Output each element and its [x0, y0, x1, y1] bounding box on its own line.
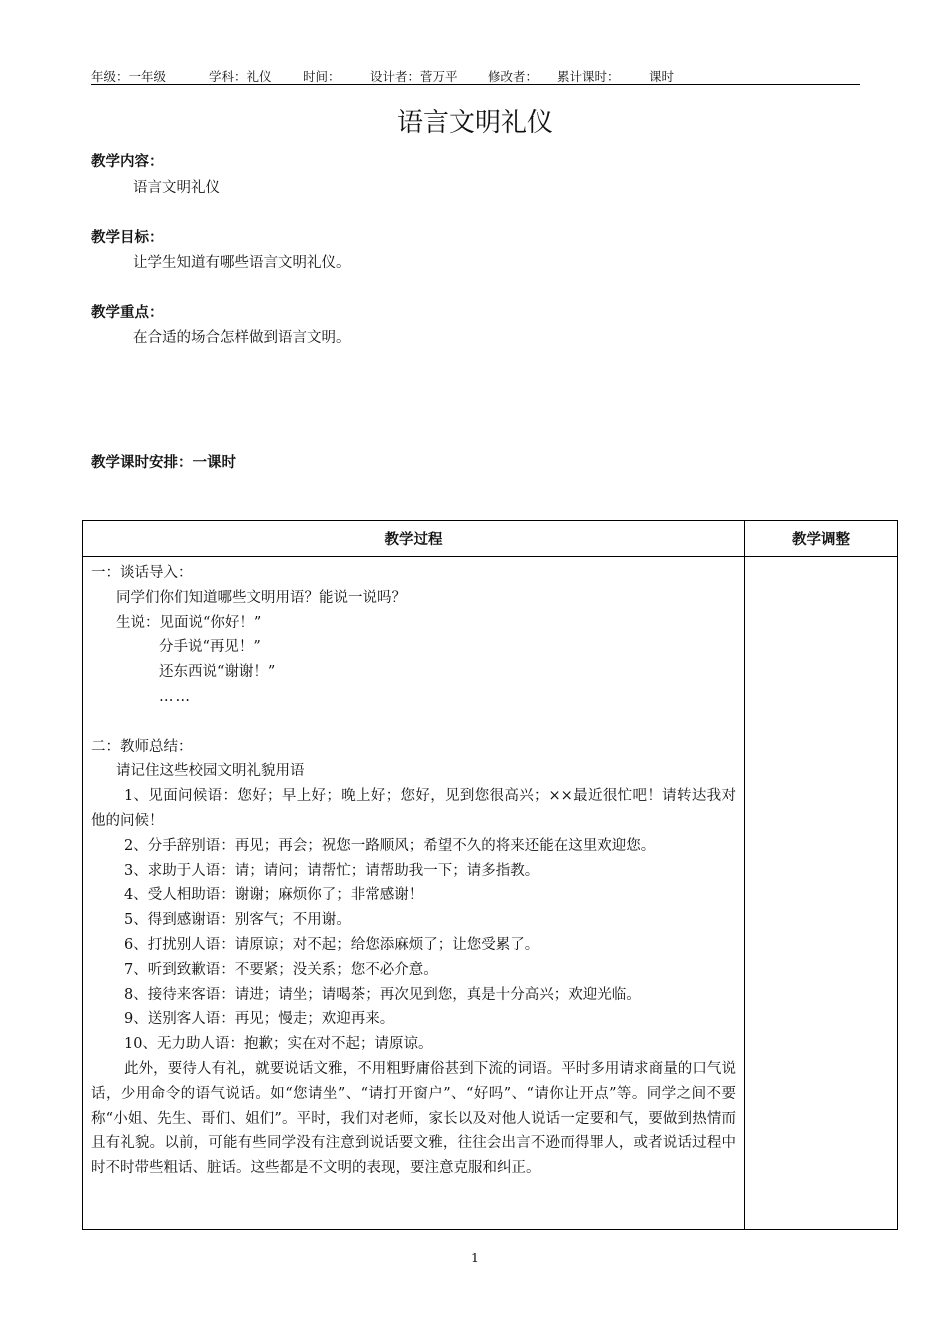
- part1-question: 同学们你们知道哪些文明用语？能说一说吗？: [116, 589, 406, 606]
- header-subject: 学科：礼仪: [209, 69, 272, 84]
- schedule-label: 教学课时安排：一课时: [91, 455, 236, 471]
- phrase-item: 10、无力助人语：抱歉；实在对不起；请原谅。: [124, 1036, 433, 1053]
- header-total-hours: 累计课时：: [557, 69, 620, 84]
- header-modifier: 修改者：: [488, 69, 539, 84]
- header-time: 时间：: [303, 69, 341, 84]
- teaching-process-table: [82, 520, 898, 1230]
- goal-label: 教学目标：: [91, 230, 164, 246]
- content-text: 语言文明礼仪: [133, 180, 220, 196]
- key-point-text: 在合适的场合怎样做到语言文明。: [133, 330, 351, 346]
- part2-heading: 二：教师总结：: [91, 738, 193, 755]
- header-grade: 年级：一年级: [91, 69, 167, 84]
- part1-ellipsis: ……: [159, 688, 192, 705]
- spacer: [91, 710, 736, 735]
- process-cell: [83, 557, 745, 1230]
- document-title: 语言文明礼仪: [396, 108, 553, 138]
- page-header: [91, 64, 860, 85]
- phrase-item: 7、听到致歉语：不要紧；没关系；您不必介意。: [124, 961, 438, 978]
- phrase-item: 6、打扰别人语：请原谅；对不起；给您添麻烦了；让您受累了。: [124, 936, 540, 953]
- header-unit: 课时: [649, 69, 675, 84]
- phrase-item: 2、分手辞别语：再见；再会；祝您一路顺风；希望不久的将来还能在这里欢迎您。: [124, 837, 656, 854]
- closing-paragraph: 此外，要待人有礼，就要说话文雅，不用粗野庸俗甚到下流的词语。平时多用请求商量的口气说话，少用命令的语气说话。如“您请坐”、“请打开窗户”、“好吗”、“请你让开点”等。同学之间不要称“小姐、先生、哥们、姐们”。平时，我们对老师，家长以及对他人说话一定要和气，要做到热情而且有礼貌。以前，可能有些同学没有注意到说话要文雅，往往会出言不逊而得罪人，或者说话过程中时不时带些粗话、脏话。这些都是不文明的表现，要注意克服和纠正。: [91, 1060, 736, 1177]
- header-designer: 设计者：菅万平: [370, 69, 458, 84]
- part2-intro: 请记住这些校园文明礼貌用语: [116, 763, 305, 780]
- part1-student-line: 还东西说“谢谢！”: [159, 664, 276, 681]
- phrase-item: 5、得到感谢语：别客气；不用谢。: [124, 912, 351, 929]
- part1-heading: 一：谈话导入：: [91, 565, 193, 581]
- process-column-header: 教学过程: [83, 521, 745, 557]
- part1-student-line: 分手说“再见！”: [159, 639, 261, 656]
- phrase-item: 3、求助于人语：请；请问；请帮忙；请帮助我一下；请多指教。: [124, 862, 540, 879]
- page-number: 1: [471, 1250, 479, 1265]
- content-label: 教学内容：: [91, 154, 164, 170]
- phrase-item: 4、受人相助语：谢谢；麻烦你了；非常感谢！: [124, 887, 424, 904]
- adjustment-cell: [745, 557, 898, 1230]
- key-point-label: 教学重点：: [91, 305, 164, 321]
- phrase-item: 1、见面问候语：您好；早上好；晚上好；您好，见到您很高兴；××最近很忙吧！请转达我对他的问候！: [91, 788, 736, 829]
- phrase-item: 8、接待来客语：请进；请坐；请喝茶；再次见到您，真是十分高兴；欢迎光临。: [124, 986, 641, 1003]
- part1-student-line: 生说：见面说“你好！”: [116, 614, 262, 631]
- goal-text: 让学生知道有哪些语言文明礼仪。: [133, 255, 351, 271]
- adjustment-column-header: 教学调整: [745, 521, 898, 557]
- phrase-item: 9、送别客人语：再见；慢走；欢迎再来。: [124, 1011, 395, 1028]
